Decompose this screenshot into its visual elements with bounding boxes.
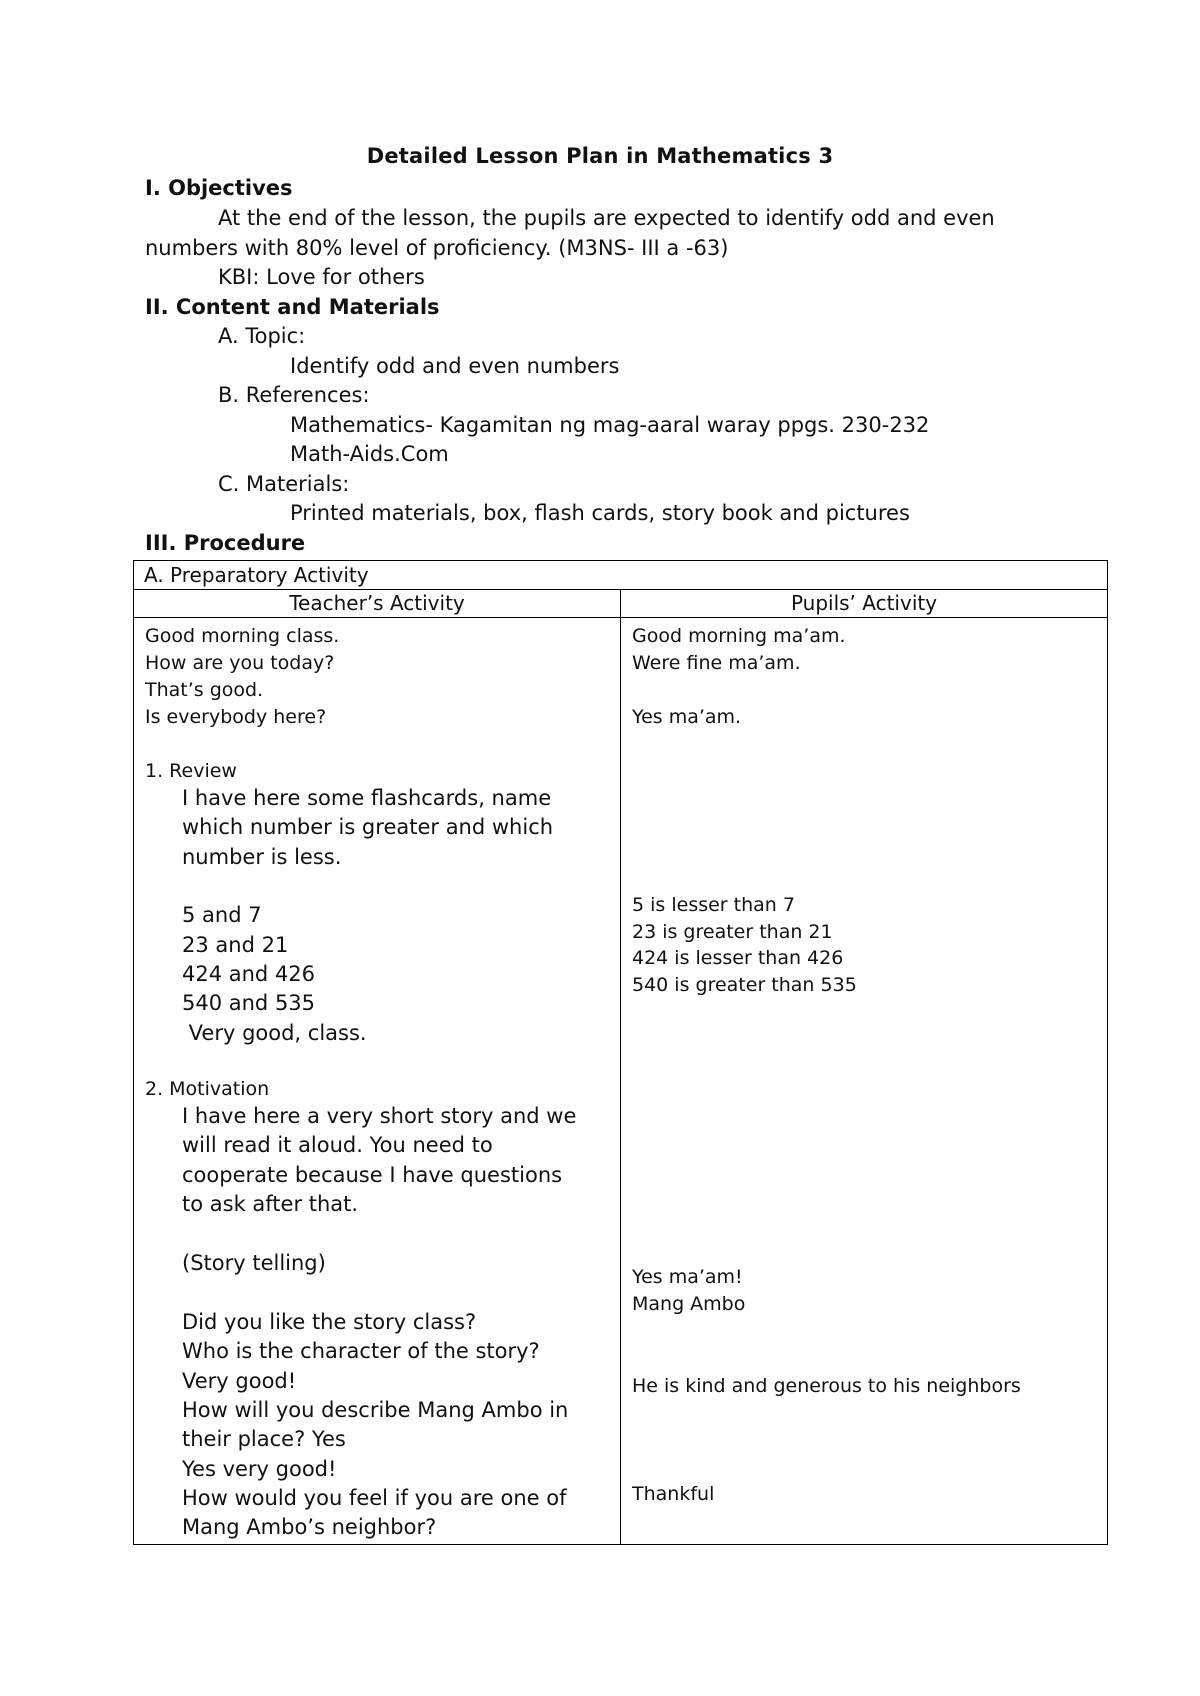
teacher-line: Very good, class. (182, 1021, 367, 1045)
teacher-line: How are you today? (145, 652, 335, 674)
procedure-heading: III. Procedure (145, 531, 306, 555)
teacher-cell (134, 618, 621, 1545)
teacher-line: Who is the character of the story? (182, 1339, 540, 1363)
topic-label: A. Topic: (218, 324, 306, 348)
teacher-line: their place? Yes (182, 1427, 346, 1451)
teacher-line: I have here some flashcards, name (182, 786, 552, 810)
materials-label: C. Materials: (218, 472, 350, 496)
teacher-line: That’s good. (145, 679, 264, 701)
objectives-heading: I. Objectives (145, 176, 293, 200)
teacher-line: cooperate because I have questions (182, 1163, 563, 1187)
procedure-table (133, 560, 1108, 1545)
pupil-answer: 540 is greater than 535 (632, 974, 857, 996)
flashcard-pair: 23 and 21 (182, 933, 289, 957)
topic-value: Identify odd and even numbers (290, 354, 620, 378)
col-header-teacher: Teacher’s Activity (134, 590, 621, 618)
teacher-line: Mang Ambo’s neighbor? (182, 1515, 437, 1539)
teacher-line: which number is greater and which (182, 815, 554, 839)
header-row (134, 590, 1108, 618)
teacher-line: Good morning class. (145, 625, 340, 647)
review-label: 1. Review (145, 760, 237, 782)
motivation-label: 2. Motivation (145, 1078, 270, 1100)
pupil-answer: 5 is lesser than 7 (632, 894, 795, 916)
materials-value: Printed materials, box, flash cards, story book and pictures (290, 501, 910, 525)
pupils-cell (621, 618, 1108, 1545)
content-heading: II. Content and Materials (145, 295, 440, 319)
objectives-line-2: numbers with 80% level of proficiency. (M3NS- III a -63) (145, 236, 729, 260)
teacher-line: I have here a very short story and we (182, 1104, 577, 1128)
pupil-answer: Mang Ambo (632, 1293, 746, 1315)
kbi-text: KBI: Love for others (218, 265, 425, 289)
reference-2: Math-Aids.Com (290, 442, 449, 466)
teacher-line: to ask after that. (182, 1192, 359, 1216)
pupil-answer: 23 is greater than 21 (632, 921, 833, 943)
pupil-line: Yes ma’am. (632, 706, 742, 728)
flashcard-pair: 424 and 426 (182, 962, 316, 986)
teacher-line: Is everybody here? (145, 706, 327, 728)
col-header-pupils: Pupils’ Activity (621, 590, 1108, 618)
flashcard-pair: 5 and 7 (182, 903, 262, 927)
teacher-line: (Story telling) (182, 1251, 326, 1275)
flashcard-pair: 540 and 535 (182, 991, 316, 1015)
teacher-line: will read it aloud. You need to (182, 1133, 493, 1157)
pupil-line: Good morning ma’am. (632, 625, 846, 647)
teacher-line: Did you like the story class? (182, 1310, 477, 1334)
teacher-line: Yes very good! (182, 1457, 337, 1481)
teacher-line: How would you feel if you are one of (182, 1486, 567, 1510)
objectives-line-1: At the end of the lesson, the pupils are expected to identify odd and even (218, 206, 995, 230)
pupil-answer: Yes ma’am! (632, 1266, 743, 1288)
pupil-answer: He is kind and generous to his neighbors (632, 1375, 1021, 1397)
section-row (134, 561, 1108, 590)
activity-row (134, 618, 1108, 1545)
reference-1: Mathematics- Kagamitan ng mag-aaral waray ppgs. 230-232 (290, 413, 930, 437)
teacher-line: How will you describe Mang Ambo in (182, 1398, 569, 1422)
pupil-answer: 424 is lesser than 426 (632, 947, 844, 969)
teacher-line: Very good! (182, 1369, 297, 1393)
references-label: B. References: (218, 383, 370, 407)
section-a-label: A. Preparatory Activity (134, 561, 1108, 590)
pupil-answer: Thankful (632, 1483, 715, 1505)
page-title: Detailed Lesson Plan in Mathematics 3 (366, 144, 834, 168)
teacher-line: number is less. (182, 845, 342, 869)
pupil-line: Were fine ma’am. (632, 652, 801, 674)
